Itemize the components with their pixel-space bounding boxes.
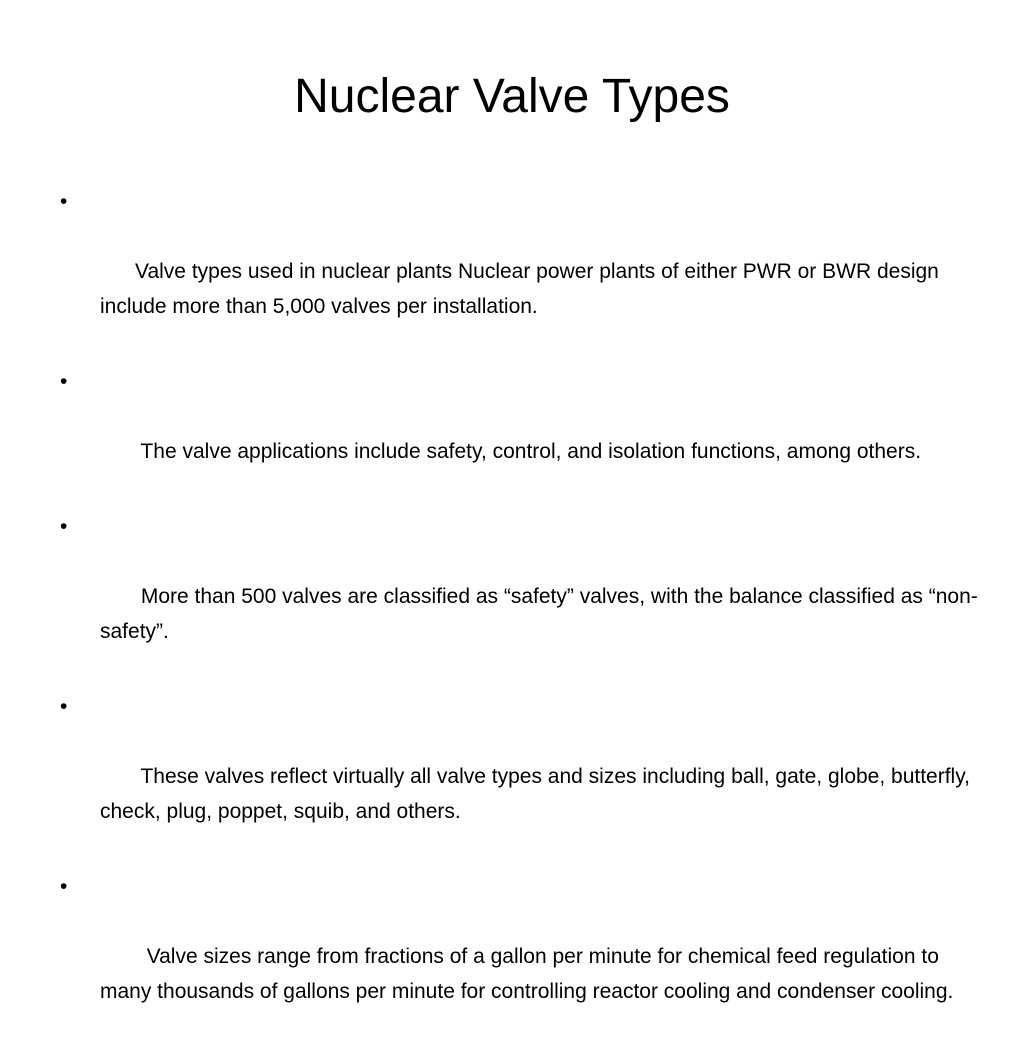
bullet-text: Valve types used in nuclear plants Nuclear power plants of either PWR or BWR design include more than 5,000 valves per installation. [100, 260, 945, 318]
slide-title: Nuclear Valve Types [294, 70, 730, 123]
list-item [56, 689, 986, 864]
bullet-icon: • [60, 515, 68, 538]
bullet-icon: • [60, 370, 68, 393]
bullet-text: The valve applications include safety, control, and isolation functions, among others. [135, 440, 922, 463]
bullet-text: Valve sizes range from fractions of a gallon per minute for chemical feed regulation to many thousands of gallons per minute for controlling reactor cooling and condenser cooling. [100, 945, 954, 1003]
list-item [56, 364, 986, 504]
bullet-text: More than 500 valves are classified as “safety” valves, with the balance classified as “non-safety”. [100, 585, 978, 643]
bullet-icon: • [60, 190, 68, 213]
bullet-icon: • [60, 875, 68, 898]
bullet-icon: • [60, 695, 68, 718]
list-item [56, 869, 986, 1044]
list-item [56, 509, 986, 684]
list-item [56, 184, 986, 359]
bullet-list [56, 184, 986, 1049]
bullet-text: These valves reflect virtually all valve types and sizes including ball, gate, globe, butterfly, check, plug, poppet, squib, and others. [100, 765, 976, 823]
